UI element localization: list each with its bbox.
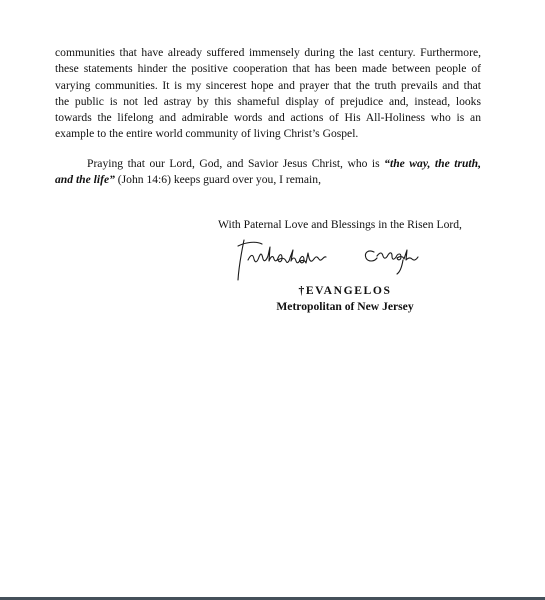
paragraph-line: varying communities. It is my sincerest hope and prayer that the truth prevails and that: [55, 78, 481, 92]
scripture-quote: “the way, the truth,: [384, 157, 481, 170]
paragraph-line: [55, 172, 481, 188]
paragraph-line: towards the lifelong and admirable words and actions of His All-Holiness who is an: [55, 111, 481, 125]
prayer-text: Praying that our Lord, God, and Savior Jesus Christ, who is: [87, 157, 385, 170]
paragraph-line: the public is not led astray by this shameful display of prejudice and, instead, looks: [55, 94, 481, 108]
letter-paragraph-2: [55, 156, 481, 189]
paragraph-line: example to the entire world community of living Christ’s Gospel.: [55, 127, 359, 141]
paragraph-line: these statements hinder the positive cooperation that has been made between people of: [55, 62, 481, 76]
signer-name: †EVANGELOS: [298, 284, 392, 297]
signer-block: [250, 283, 440, 315]
paragraph-line: communities that have already suffered immensely during the last century. Furthermore,: [55, 46, 481, 59]
closing-salutation: With Paternal Love and Blessings in the Risen Lord,: [218, 218, 462, 231]
prayer-text: (John 14:6) keeps guard over you, I remain,: [114, 173, 321, 187]
handwritten-signature: [232, 234, 442, 282]
paragraph-line: [55, 156, 481, 172]
letter-paragraph-1: [55, 45, 481, 143]
signer-title: Metropolitan of New Jersey: [276, 300, 414, 313]
scripture-quote: and the life”: [55, 173, 115, 187]
